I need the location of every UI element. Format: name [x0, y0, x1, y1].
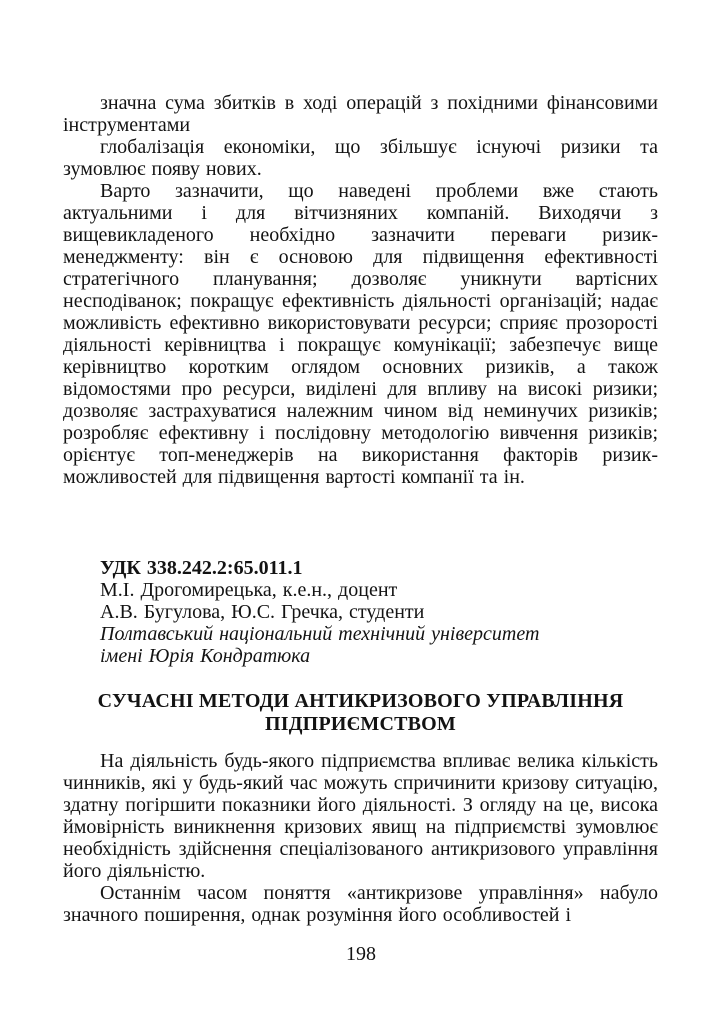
udc-code: УДК 338.242.2:65.011.1: [100, 557, 303, 579]
continuation-paragraph-2: глобалізація економіки, що збільшує існуючі ризики та зумовлює появу нових.: [63, 136, 658, 180]
author-line-2: А.В. Бугулова, Ю.С. Гречка, студенти: [100, 601, 425, 623]
continuation-paragraph-1: значна сума збитків в ході операцій з похідними фінансовими інструментами: [63, 92, 658, 136]
article-paragraph-1: На діяльність будь-якого підприємства впливає велика кількість чинників, які у будь-який час можуть спричинити кризову ситуацію, здатну погіршити показники його діяльності. З огляду на це, висока ймовірність виникнення кризових явищ на підприємстві зумовлює необхідність здійснення спеціалізованого антикризового управління його діяльністю.: [63, 750, 658, 882]
previous-article-fragment: [63, 92, 658, 488]
continuation-paragraph-3: Варто зазначити, що наведені проблеми вже стають актуальними і для вітчизняних компаній. Виходячи з вищевикладеного необхідно зазначити переваги ризик-менеджменту: він є основою для підвищення ефективності стратегічного планування; дозволяє уникнути вартісних несподіванок; покращує ефективність діяльності організацій; надає можливість ефективно використовувати ресурси; сприяє прозорості діяльності керівництва і покращує комунікації; забезпечує вище керівництво коротким оглядом основних ризиків, а також відомостями про ресурси, виділені для впливу на високі ризики; дозволяє застрахуватися належним чином від неминучих ризиків; розробляє ефективну і послідовну методологію вивчення ризиків; орієнтує топ-менеджерів на використання факторів ризик-можливостей для підвищення вартості компанії та ін.: [63, 180, 658, 488]
author-line-1: М.І. Дрогомирецька, к.е.н., доцент: [100, 579, 398, 601]
article-title: СУЧАСНІ МЕТОДИ АНТИКРИЗОВОГО УПРАВЛІННЯ ПІДПРИЄМСТВОМ: [97, 690, 624, 735]
affiliation-line-2: імені Юрія Кондратюка: [100, 645, 311, 667]
article-paragraph-2: Останнім часом поняття «антикризове управління» набуло значного поширення, однак розуміння його особливостей і: [63, 882, 658, 926]
page-number: 198: [346, 943, 376, 965]
affiliation-line-1: Полтавський національний технічний університет: [100, 623, 540, 645]
article-block: [63, 557, 658, 926]
